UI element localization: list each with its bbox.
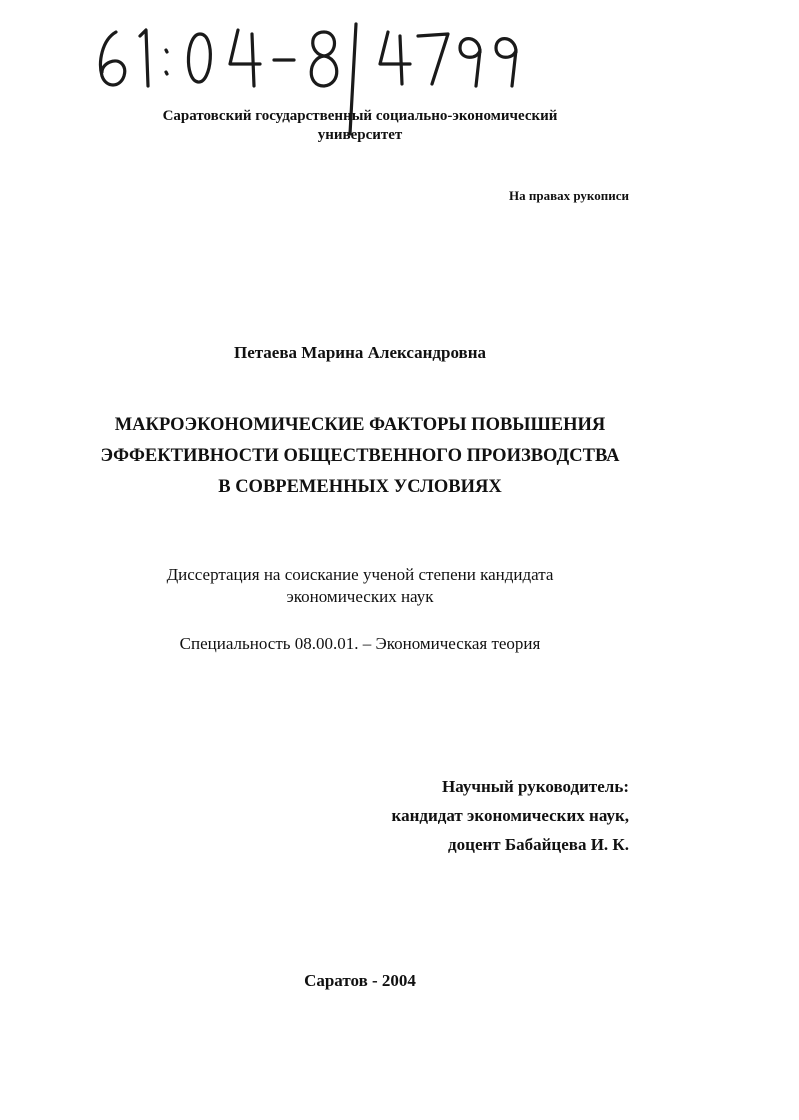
city-and-year: Саратов - 2004 — [304, 971, 416, 990]
degree-line-2: экономических наук — [286, 587, 434, 606]
specialty-code: Специальность 08.00.01. – Экономическая теория — [179, 634, 541, 653]
title-line-3: В СОВРЕМЕННЫХ УСЛОВИЯХ — [218, 477, 502, 497]
degree-line-1: Диссертация на соискание ученой степени кандидата — [166, 565, 554, 584]
title-line-1: МАКРОЭКОНОМИЧЕСКИЕ ФАКТОРЫ ПОВЫШЕНИЯ — [114, 415, 606, 435]
university-name-line-2: университет — [317, 127, 403, 143]
manuscript-rights-note: На правах рукописи — [509, 188, 629, 203]
scientific-advisor — [392, 772, 629, 859]
advisor-degree: кандидат экономических наук, — [391, 806, 629, 825]
degree-statement — [90, 564, 630, 608]
university-name-line-1: Саратовский государственный социально-экономический — [162, 108, 558, 124]
dissertation-title — [60, 410, 660, 503]
title-line-2: ЭФФЕКТИВНОСТИ ОБЩЕСТВЕННОГО ПРОИЗВОДСТВА — [100, 446, 620, 466]
university-name — [130, 107, 590, 145]
advisor-heading: Научный руководитель: — [442, 777, 629, 796]
advisor-name: доцент Бабайцева И. К. — [448, 835, 629, 854]
author-name: Петаева Марина Александровна — [233, 343, 487, 362]
